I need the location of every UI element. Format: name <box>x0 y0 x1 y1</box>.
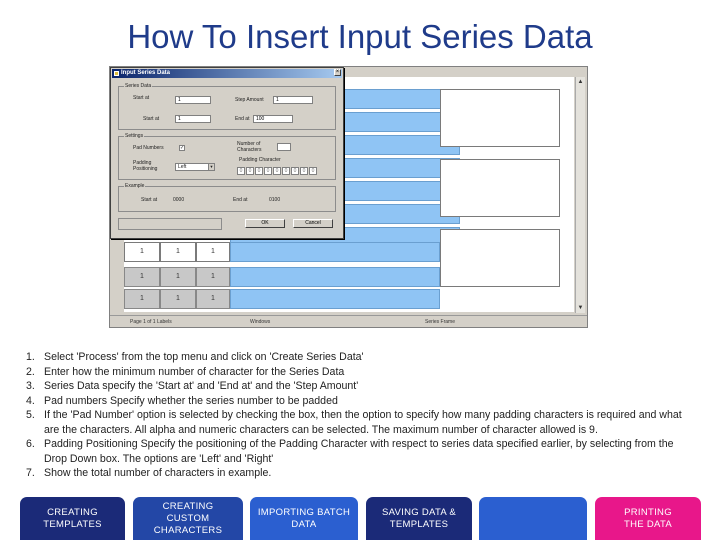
input-series-dialog <box>110 67 344 239</box>
nav-saving-data-templates[interactable]: SAVING DATA & TEMPLATES <box>366 497 472 540</box>
grid-cell[interactable]: 1 <box>124 289 160 309</box>
nav-printing-the-data[interactable]: PRINTING THE DATA <box>595 497 701 540</box>
number-of-characters-label: Number of Characters <box>237 141 262 153</box>
vertical-scrollbar[interactable] <box>575 77 585 313</box>
dialog-title: Input Series Data <box>121 70 171 76</box>
status-middle: Windows <box>250 319 271 325</box>
scroll-up-icon[interactable]: ▲ <box>577 79 584 85</box>
ok-button[interactable]: OK <box>245 219 285 228</box>
grid-cell[interactable] <box>230 267 440 287</box>
padding-char-box[interactable]: 0 <box>291 167 299 175</box>
table-row <box>124 267 574 287</box>
list-item: 3. Series Data specify the 'Start at' and 'End at' and the 'Step Amount' <box>26 380 359 392</box>
grid-cell[interactable]: 1 <box>124 242 160 262</box>
list-item: 2. Enter how the minimum number of character for the Series Data <box>26 365 345 378</box>
grid-cell[interactable]: 1 <box>196 289 230 309</box>
group-label: Settings <box>125 133 144 139</box>
list-item: 1. Select 'Process' from the top menu and click on 'Create Series Data' <box>26 351 364 363</box>
end-at-label: End at <box>235 116 250 122</box>
start-at-field[interactable]: 1 <box>175 96 211 104</box>
close-icon[interactable]: × <box>335 69 340 75</box>
start-at-field[interactable]: 1 <box>175 115 211 123</box>
grid-cell[interactable]: 1 <box>196 267 230 287</box>
preview-panel <box>440 89 560 147</box>
example-end-value: 0100 <box>269 197 281 203</box>
example-group <box>118 183 336 212</box>
group-label: Series Data <box>125 83 152 89</box>
dialog-titlebar[interactable] <box>112 69 342 78</box>
app-screenshot <box>109 66 588 328</box>
padding-char-box[interactable]: 0 <box>246 167 254 175</box>
app-icon <box>114 71 119 76</box>
example-start-value: 0000 <box>173 197 185 203</box>
settings-group <box>118 133 336 180</box>
status-field <box>118 218 222 230</box>
step-amount-field[interactable]: 1 <box>273 96 313 104</box>
padding-char-box[interactable]: 0 <box>273 167 281 175</box>
start-at-label: Start at <box>143 116 160 122</box>
table-row <box>124 242 574 262</box>
grid-cell[interactable]: 1 <box>196 242 230 262</box>
pad-numbers-label: Pad Numbers <box>133 145 164 151</box>
nav-blank[interactable] <box>479 497 587 540</box>
table-row <box>124 289 574 309</box>
grid-cell[interactable]: 1 <box>160 267 196 287</box>
padding-char-box[interactable]: 0 <box>255 167 263 175</box>
series-data-group <box>118 83 336 130</box>
nav-importing-batch-data[interactable]: IMPORTING BATCH DATA <box>250 497 358 540</box>
cancel-button[interactable]: Cancel <box>293 219 333 228</box>
example-start-label: Start at <box>141 197 158 203</box>
padding-character-label: Padding Character <box>239 157 281 163</box>
pad-numbers-checkbox[interactable]: ✓ <box>180 145 185 151</box>
start-at-label: Start at <box>133 95 150 101</box>
list-item: 7. Show the total number of characters in example. <box>26 467 272 479</box>
status-left: Page 1 of 1 Labels <box>130 319 172 325</box>
padding-positioning-select[interactable]: Left ▼ <box>175 163 215 171</box>
grid-cell[interactable] <box>230 242 440 262</box>
end-at-field[interactable]: 100 <box>253 115 293 123</box>
list-item: 4. Pad numbers Specify whether the series number to be padded <box>26 394 338 407</box>
page-title: How To Insert Input Series Data <box>127 18 593 55</box>
grid-cell[interactable]: 1 <box>124 267 160 287</box>
number-of-characters-field[interactable] <box>277 143 291 151</box>
scroll-down-icon[interactable]: ▼ <box>577 305 584 311</box>
chevron-down-icon[interactable]: ▼ <box>209 164 214 169</box>
padding-char-box[interactable]: 0 <box>300 167 308 175</box>
instruction-list <box>26 350 694 481</box>
grid-cell[interactable]: 1 <box>160 242 196 262</box>
preview-panel <box>440 159 560 217</box>
nav-creating-templates[interactable]: CREATING TEMPLATES <box>20 497 125 540</box>
step-amount-label: Step Amount <box>235 97 264 103</box>
padding-positioning-label: Padding Positioning <box>133 160 158 172</box>
padding-char-box[interactable]: 0 <box>309 167 317 175</box>
nav-creating-custom-characters[interactable]: CREATING CUSTOM CHARACTERS <box>133 497 243 540</box>
group-label: Example <box>125 183 145 189</box>
list-item: 6. Padding Positioning Specify the positioning of the Padding Character with respect to series data specified earlier, by selecting from the Drop Down box. The options are 'Left' and 'Right' <box>26 438 674 465</box>
padding-char-box[interactable]: 0 <box>237 167 245 175</box>
padding-char-box[interactable]: 0 <box>282 167 290 175</box>
grid-cell[interactable]: 1 <box>160 289 196 309</box>
list-item: 5. If the 'Pad Number' option is selected by checking the box, then the option to specify how many padding characters is required and what are the characters. All alpha and numeric characters can be selected. The maximum number of character allowed is 9. <box>26 409 682 436</box>
padding-char-box[interactable]: 0 <box>264 167 272 175</box>
status-right: Series Frame <box>425 319 456 325</box>
status-bar <box>110 315 588 327</box>
example-end-label: End at <box>233 197 248 203</box>
grid-cell[interactable] <box>230 289 440 309</box>
